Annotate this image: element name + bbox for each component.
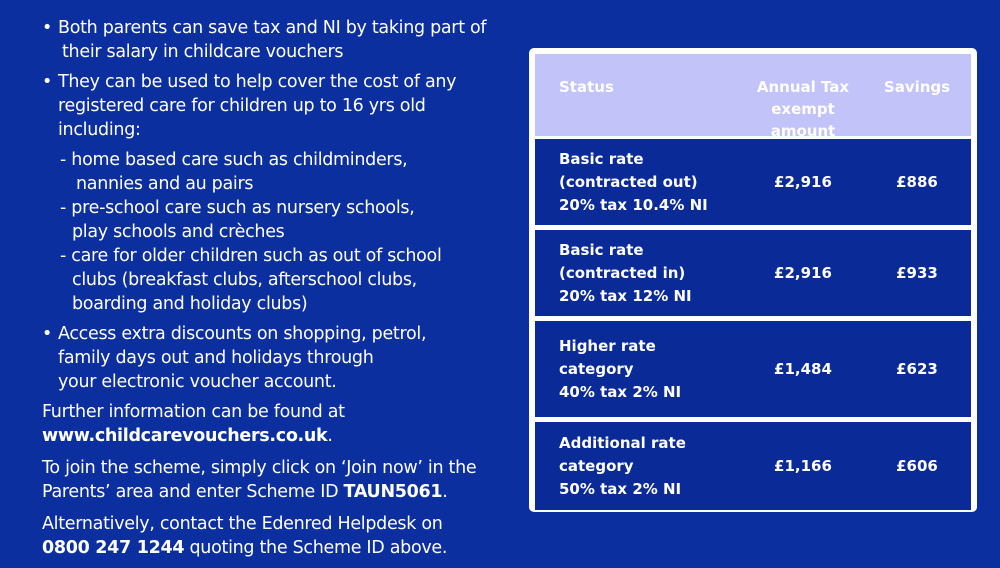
table-header: Status Annual Tax exempt amount Savings (535, 54, 971, 136)
sub-list: - home based care such as childminders, nannies and au pairs - pre-school care such as nursery schools, play schools and crèches - care for older children such as out of school clubs (breakfast clubs, afterschool clubs, boarding and holiday clubs) (60, 150, 442, 314)
table-row: Basic rate (contracted in) 20% tax 12% NI £2,916 £933 (535, 230, 971, 316)
website-link[interactable]: www.childcarevouchers.co.uk (42, 426, 328, 446)
table-row: Higher rate category 40% tax 2% NI £1,484 £623 (535, 321, 971, 417)
savings-table (529, 48, 977, 512)
info-text (42, 16, 512, 568)
further-info: Further information can be found at www.childcarevouchers.co.uk. (42, 402, 345, 446)
bullet-3: • Access extra discounts on shopping, petrol, family days out and holidays through your electronic voucher account. (42, 322, 512, 394)
table-row: Additional rate category 50% tax 2% NI £1,166 £606 (535, 422, 971, 510)
table-row: Basic rate (contracted out) 20% tax 10.4% NI £2,916 £886 (535, 139, 971, 225)
contact-info: Alternatively, contact the Edenred Helpdesk on 0800 247 1244 quoting the Scheme ID above. (42, 514, 448, 558)
bullet-2: • They can be used to help cover the cost of any registered care for children up to 16 yrs old including: (42, 70, 512, 142)
join-info: To join the scheme, simply click on ‘Join now’ in the Parents’ area and enter Scheme ID TAUN5061. (42, 458, 477, 502)
bullet-1: • Both parents can save tax and NI by taking part of their salary in childcare vouchers (42, 16, 512, 64)
scheme-id: TAUN5061 (343, 482, 443, 502)
phone-number: 0800 247 1244 (42, 538, 185, 558)
